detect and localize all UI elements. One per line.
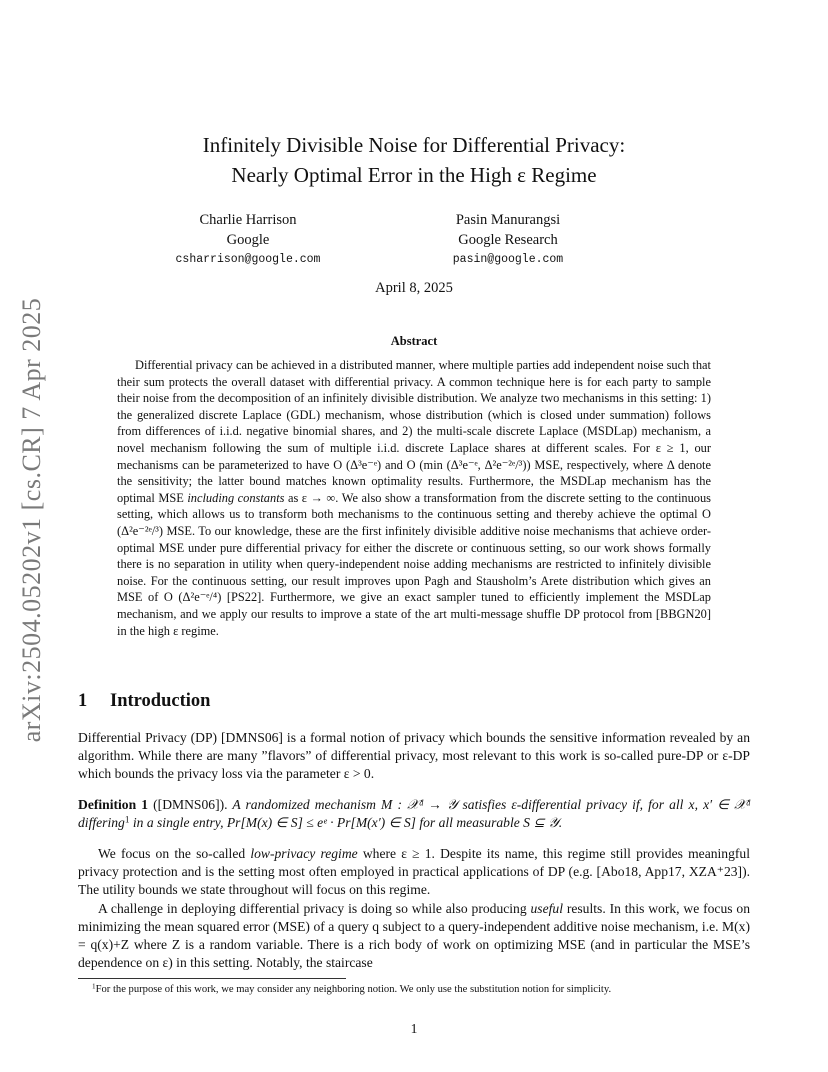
author-2 xyxy=(408,210,608,270)
arxiv-identifier: arXiv:2504.05202v1 [cs.CR] 7 Apr 2025 xyxy=(17,297,46,743)
author-block xyxy=(78,210,750,270)
definition-text-2: in a single entry, Pr[M(x) ∈ S] ≤ eᵉ · Pr[M(x′) ∈ S] for all measurable S ⊆ 𝒴. xyxy=(129,815,563,830)
footnote-mark: 1 xyxy=(92,982,96,991)
author-affiliation: Google xyxy=(226,232,270,248)
author-name: Charlie Harrison xyxy=(199,212,297,228)
section-number: 1 xyxy=(78,691,88,711)
footnote-divider xyxy=(78,978,346,979)
paragraph-text: where ε ≥ 1. Despite its name, this regime still provides meaningful privacy protection and is the setting most often employed in practical applications of DP (e.g. [Abo18, App17, XZA⁺23]). The utility bounds we state throughout will focus on this regime. xyxy=(78,846,750,897)
section-heading-introduction xyxy=(78,691,750,712)
abstract-emphasis: including constants xyxy=(187,490,285,505)
paragraph-text: We focus on the so-called xyxy=(98,846,251,861)
author-1 xyxy=(148,210,348,270)
author-email: csharrison@google.com xyxy=(175,253,321,266)
author-email: pasin@google.com xyxy=(452,253,564,266)
paper-date: April 8, 2025 xyxy=(375,280,453,296)
definition-1 xyxy=(78,796,750,832)
paragraph-emphasis: low-privacy regime xyxy=(250,846,358,861)
paragraph-text: A challenge in deploying differential privacy is doing so while also producing xyxy=(98,901,531,916)
page-number: 1 xyxy=(410,1021,418,1036)
title-line-2: Nearly Optimal Error in the High ε Regime xyxy=(231,163,597,187)
definition-text-1: A randomized mechanism M : 𝒳ᵈ → 𝒴 satisfies ε-differential privacy if, for all x, x′ ∈ 𝒳ᵈ differing xyxy=(78,797,750,830)
abstract-heading: Abstract xyxy=(390,334,438,348)
abstract-text-2: as ε → ∞. We also show a transformation from the discrete setting to the continuous setting, which allows us to transform both mechanisms to the continuous setting and thereby achieve the optimal O (Δ²e⁻²ᵉ/³) MSE. To our knowledge, these are the first infinitely divisible additive noise mechanisms that achieve order-optimal MSE under pure differential privacy for either the discrete or continuous setting, so our work shows formally there is no separation in utility when query-independent noise adding mechanisms are restricted to infinitely divisible noise. For the continuous setting, our result improves upon Pagh and Stausholm’s Arete distribution which gives an MSE of O (Δ²e⁻ᵉ/⁴) [PS22]. Furthermore, we give an exact sampler tuned to efficiently implement the MSDLap mechanism, and we apply our results to improve a state of the art multi-message shuffle DP protocol from [BBGN20] in the high ε regime. xyxy=(117,490,712,638)
section-title: Introduction xyxy=(110,691,211,711)
low-privacy-paragraph xyxy=(78,845,750,899)
abstract-body xyxy=(117,357,711,639)
paper-page xyxy=(78,0,750,1072)
definition-citation: ([DMNS06]). xyxy=(148,797,228,812)
paragraph-text: results. In this work, we focus on minimizing the mean squared error (MSE) of a query q subject to a query-independent additive noise mechanism, i.e. M(x) = q(x)+Z where Z is a random variable. There is a rich body of work on optimizing MSE (and in particular the MSE’s dependence on ε) in this setting. Notably, the staircase xyxy=(78,901,750,970)
author-affiliation: Google Research xyxy=(458,232,558,248)
title-line-1: Infinitely Divisible Noise for Differential Privacy: xyxy=(202,133,626,157)
footnote-text: For the purpose of this work, we may consider any neighboring notion. We only use the substitution notion for simplicity. xyxy=(95,984,612,995)
footnote-reference[interactable]: 1 xyxy=(124,814,130,825)
intro-paragraph: Differential Privacy (DP) [DMNS06] is a formal notion of privacy which bounds the sensitive information revealed by an algorithm. While there are many ”flavors” of differential privacy, most relevant to this work is so-called pure-DP or ε-DP which bounds the privacy loss via the parameter ε > 0. xyxy=(78,730,750,781)
author-name: Pasin Manurangsi xyxy=(455,212,561,228)
challenge-paragraph xyxy=(78,900,750,972)
footnote-1 xyxy=(78,983,750,997)
abstract-text-1: Differential privacy can be achieved in a distributed manner, where multiple parties add independent noise such that their sum protects the overall dataset with differential privacy. A common technique here is for each party to sample their noise from the decomposition of an infinitely divisible distribution. We analyze two mechanisms in this setting: 1) the generalized discrete Laplace (GDL) mechanism, whose distribution (which is closed under summation) follows from differences of i.i.d. negative binomial shares, and 2) the multi-scale discrete Laplace (MSDLap) mechanism, a novel mechanism following the sum of multiple i.i.d. discrete Laplace shares at different scales. For ε ≥ 1, our mechanisms can be parameterized to have O (Δ³e⁻ᵉ) and O (min (Δ³e⁻ᵉ, Δ²e⁻²ᵉ/³)) MSE, respectively, where Δ denote the sensitivity; the latter bound matches known optimality results. Furthermore, the MSDLap mechanism has the optimal MSE xyxy=(117,358,711,505)
arxiv-sidebar xyxy=(10,280,54,760)
paper-title xyxy=(78,130,750,190)
paragraph-emphasis: useful xyxy=(530,901,563,916)
definition-label: Definition 1 xyxy=(78,797,149,812)
